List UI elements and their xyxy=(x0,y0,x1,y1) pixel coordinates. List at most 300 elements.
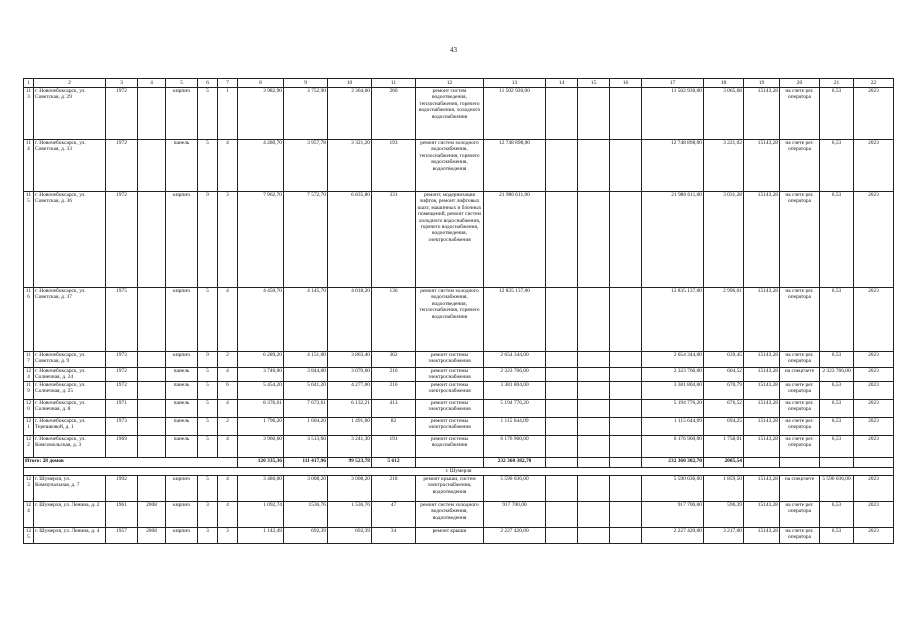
cell-addr: г. Новочебоксарск, ул. Солнечная, д. 8 xyxy=(34,400,106,418)
cell-c16 xyxy=(610,502,642,528)
column-number: 1 xyxy=(24,79,34,88)
cell-c15 xyxy=(578,528,610,544)
cell-ent: 3 xyxy=(218,192,238,288)
cell-res: 82 xyxy=(372,418,416,436)
cell-unit: 1 758,01 xyxy=(704,436,744,458)
column-number: 8 xyxy=(238,79,284,88)
cell-res: 218 xyxy=(372,476,416,502)
empty-cell xyxy=(610,458,642,468)
cell-s1: 1 796,20 xyxy=(238,418,284,436)
cell-fl: 5 xyxy=(198,418,218,436)
cell-year: 1972 xyxy=(106,192,138,288)
cell-acc: на счете рег. оператора xyxy=(780,436,820,458)
cell-mat: панель xyxy=(166,368,198,382)
cell-c15 xyxy=(578,140,610,192)
cell-addr: г. Новочебоксарск, ул. Терешковой, д. 1 xyxy=(34,418,106,436)
cell-works: ремонт системы электроснабжения xyxy=(416,382,484,400)
cell-s2: 3 513,60 xyxy=(284,436,328,458)
column-number: 3 xyxy=(106,79,138,88)
cell-fl: 5 xyxy=(198,288,218,352)
cell-works: ремонт системы водоснабжения xyxy=(416,436,484,458)
cell-cost: 21 986 611,00 xyxy=(484,192,546,288)
cell-unit: 676,52 xyxy=(704,400,744,418)
cell-addr: г. Новочебоксарск, ул. Советская, д. 9 xyxy=(34,352,106,368)
cell-s2: 3 957,78 xyxy=(284,140,328,192)
cell-c16 xyxy=(610,368,642,382)
cell-s2: 692,39 xyxy=(284,528,328,544)
capital-repair-register-table xyxy=(23,78,894,544)
cell-year: 1972 xyxy=(106,140,138,192)
cell-c21: 6,53 xyxy=(820,352,854,368)
cell-n: 120 xyxy=(24,400,34,418)
cell-c14 xyxy=(546,88,578,140)
column-number: 22 xyxy=(854,79,894,88)
cell-fl: 5 xyxy=(198,382,218,400)
cell-term: 2023 xyxy=(854,192,894,288)
cell-unit: 670,79 xyxy=(704,382,744,400)
empty-cell xyxy=(780,458,820,468)
cell-c15 xyxy=(578,382,610,400)
cell-acc: на счете рег. оператора xyxy=(780,140,820,192)
cell-s1: 1 092,74 xyxy=(238,502,284,528)
cell-c21: 6,53 xyxy=(820,288,854,352)
cell-n: 121 xyxy=(24,418,34,436)
cell-res: 216 xyxy=(372,368,416,382)
cell-rec xyxy=(138,436,166,458)
cell-s1: 3 746,00 xyxy=(238,368,284,382)
cell-year: 1961 xyxy=(106,502,138,528)
column-number: 20 xyxy=(780,79,820,88)
cell-s2: 4 151,00 xyxy=(284,352,328,368)
total-s1: 120 335,36 xyxy=(238,458,284,468)
cell-cost: 3 381 804,00 xyxy=(484,382,546,400)
cell-term: 2023 xyxy=(854,400,894,418)
cell-res: 193 xyxy=(372,140,416,192)
total-c17: 232 360 382,70 xyxy=(642,458,704,468)
cell-c16 xyxy=(610,352,642,368)
table-row xyxy=(24,382,894,400)
column-number: 4 xyxy=(138,79,166,88)
column-number: 6 xyxy=(198,79,218,88)
column-number: 13 xyxy=(484,79,546,88)
cell-c17: 12 748 898,00 xyxy=(642,140,704,192)
cell-addr: г. Шумерля, ул. Ленина, д. 2 xyxy=(34,502,106,528)
cell-lim: 15143,28 xyxy=(744,476,780,502)
cell-c16 xyxy=(610,288,642,352)
cell-n: 115 xyxy=(24,192,34,288)
column-number: 15 xyxy=(578,79,610,88)
cell-rec xyxy=(138,368,166,382)
cell-ent: 3 xyxy=(218,528,238,544)
cell-acc: на счете рег. оператора xyxy=(780,288,820,352)
cell-s3: 3 364,60 xyxy=(328,88,372,140)
cell-rec xyxy=(138,382,166,400)
cell-res: 331 xyxy=(372,192,416,288)
total-row xyxy=(24,458,894,468)
cell-c17: 2 654 344,00 xyxy=(642,352,704,368)
cell-n: 116 xyxy=(24,288,34,352)
cell-rec xyxy=(138,140,166,192)
cell-c16 xyxy=(610,382,642,400)
table-row xyxy=(24,88,894,140)
cell-s1: 1 142,49 xyxy=(238,528,284,544)
cell-mat: кирпич xyxy=(166,192,198,288)
cell-mat: панель xyxy=(166,382,198,400)
cell-rec xyxy=(138,476,166,502)
cell-works: ремонт системы электроснабжения xyxy=(416,368,484,382)
cell-fl: 5 xyxy=(198,368,218,382)
cell-cost: 12 835 137,00 xyxy=(484,288,546,352)
cell-c17: 21 986 611,00 xyxy=(642,192,704,288)
cell-unit: 694,25 xyxy=(704,418,744,436)
cell-acc: на счете рег. оператора xyxy=(780,400,820,418)
cell-c15 xyxy=(578,352,610,368)
cell-c17: 12 835 137,00 xyxy=(642,288,704,352)
cell-addr: г. Новочебоксарск, ул. Комсомольская, д. 3 xyxy=(34,436,106,458)
cell-res: 413 xyxy=(372,400,416,418)
cell-ent: 4 xyxy=(218,140,238,192)
cell-c17: 6 176 960,00 xyxy=(642,436,704,458)
cell-term: 2023 xyxy=(854,88,894,140)
cell-works: ремонт систем водоотведения, теплоснабжения, горячего водоснабжения, холодного водоснабжения xyxy=(416,88,484,140)
column-number: 2 xyxy=(34,79,106,88)
cell-mat: кирпич xyxy=(166,352,198,368)
cell-ent: 4 xyxy=(218,436,238,458)
cell-unit: 3 065,08 xyxy=(704,88,744,140)
cell-rec xyxy=(138,88,166,140)
total-cost: 232 360 382,70 xyxy=(484,458,546,468)
cell-mat: кирпич xyxy=(166,528,198,544)
cell-mat: кирпич xyxy=(166,88,198,140)
cell-rec: 2008 xyxy=(138,528,166,544)
cell-s3: 1 491,60 xyxy=(328,418,372,436)
cell-year: 1957 xyxy=(106,528,138,544)
cell-rec xyxy=(138,288,166,352)
total-s2: 111 417,96 xyxy=(284,458,328,468)
cell-s3: 3 008,20 xyxy=(328,476,372,502)
cell-fl: 5 xyxy=(198,400,218,418)
cell-year: 1969 xyxy=(106,436,138,458)
column-number: 7 xyxy=(218,79,238,88)
cell-unit: 3 217,00 xyxy=(704,528,744,544)
cell-s3: 6 835,80 xyxy=(328,192,372,288)
cell-c16 xyxy=(610,140,642,192)
cell-acc: на счете рег. оператора xyxy=(780,528,820,544)
cell-lim: 15143,28 xyxy=(744,502,780,528)
empty-cell xyxy=(546,458,578,468)
cell-s2: 4 145,70 xyxy=(284,288,328,352)
table-row xyxy=(24,352,894,368)
cell-lim: 15143,28 xyxy=(744,400,780,418)
cell-s2: 1536,76 xyxy=(284,502,328,528)
cell-s1: 4 450,70 xyxy=(238,288,284,352)
cell-s3: 1 536,76 xyxy=(328,502,372,528)
cell-c14 xyxy=(546,288,578,352)
cell-lim: 15143,28 xyxy=(744,88,780,140)
cell-n: 114 xyxy=(24,140,34,192)
cell-c21: 6,53 xyxy=(820,382,854,400)
cell-mat: панель xyxy=(166,140,198,192)
cell-works: ремонт крыши xyxy=(416,528,484,544)
cell-res: 47 xyxy=(372,502,416,528)
cell-acc: на счете рег. оператора xyxy=(780,418,820,436)
cell-res: 136 xyxy=(372,288,416,352)
cell-rec xyxy=(138,400,166,418)
cell-s2: 3 752,90 xyxy=(284,88,328,140)
cell-n: 122 xyxy=(24,436,34,458)
cell-term: 2023 xyxy=(854,528,894,544)
cell-c16 xyxy=(610,192,642,288)
cell-ent: 4 xyxy=(218,400,238,418)
cell-cost: 917 700,00 xyxy=(484,502,546,528)
table-row xyxy=(24,288,894,352)
cell-c14 xyxy=(546,192,578,288)
cell-res: 216 xyxy=(372,382,416,400)
cell-cost: 11 502 930,00 xyxy=(484,88,546,140)
cell-s1: 3 982,90 xyxy=(238,88,284,140)
cell-res: 191 xyxy=(372,436,416,458)
cell-c16 xyxy=(610,418,642,436)
cell-cost: 5 194 776,20 xyxy=(484,400,546,418)
empty-cell xyxy=(854,458,894,468)
column-number: 9 xyxy=(284,79,328,88)
cell-cost: 1 115 644,09 xyxy=(484,418,546,436)
cell-c17: 5 194 776,20 xyxy=(642,400,704,418)
cell-acc: на спецсчете xyxy=(780,368,820,382)
cell-c16 xyxy=(610,436,642,458)
table-row xyxy=(24,528,894,544)
cell-works: ремонт системы электроснабжения xyxy=(416,400,484,418)
column-number: 5 xyxy=(166,79,198,88)
cell-c16 xyxy=(610,476,642,502)
cell-lim: 15143,28 xyxy=(744,192,780,288)
cell-works: ремонт системы электроснабжения xyxy=(416,418,484,436)
cell-addr: г. Шумерля, ул. Ленина, д. 4 xyxy=(34,528,106,544)
empty-cell xyxy=(820,458,854,468)
cell-lim: 15143,28 xyxy=(744,418,780,436)
cell-c17: 917 700,00 xyxy=(642,502,704,528)
cell-ent: 6 xyxy=(218,382,238,400)
cell-c14 xyxy=(546,436,578,458)
cell-s3: 6 132,21 xyxy=(328,400,372,418)
cell-s3: 4 277,00 xyxy=(328,382,372,400)
cell-acc: на счете рег. оператора xyxy=(780,192,820,288)
cell-s2: 5 041,20 xyxy=(284,382,328,400)
cell-c16 xyxy=(610,88,642,140)
total-unit: 2085,54 xyxy=(704,458,744,468)
cell-lim: 15143,28 xyxy=(744,288,780,352)
cell-n: 124 xyxy=(24,502,34,528)
cell-c17: 1 115 644,09 xyxy=(642,418,704,436)
cell-ent: 4 xyxy=(218,368,238,382)
cell-res: 260 xyxy=(372,88,416,140)
cell-unit: 639,45 xyxy=(704,352,744,368)
cell-unit: 3 221,02 xyxy=(704,140,744,192)
cell-works: ремонт крыши, систем электроснабжения, водоотведения xyxy=(416,476,484,502)
empty-cell xyxy=(416,458,484,468)
cell-s2: 3 008,20 xyxy=(284,476,328,502)
cell-c17: 2 227 420,00 xyxy=(642,528,704,544)
cell-s3: 4 018,20 xyxy=(328,288,372,352)
cell-unit: 596,39 xyxy=(704,502,744,528)
cell-works: ремонт системы электроснабжения xyxy=(416,352,484,368)
cell-mat: кирпич xyxy=(166,502,198,528)
cell-res: 362 xyxy=(372,352,416,368)
column-number: 21 xyxy=(820,79,854,88)
cell-addr: г. Новочебоксарск, ул. Советская, д. 29 xyxy=(34,88,106,140)
column-number: 18 xyxy=(704,79,744,88)
section-title: г. Шумерля xyxy=(24,468,894,476)
cell-ent: 1 xyxy=(218,88,238,140)
cell-acc: на счете рег. оператора xyxy=(780,382,820,400)
cell-fl: 5 xyxy=(198,436,218,458)
cell-c15 xyxy=(578,476,610,502)
cell-lim: 15143,28 xyxy=(744,368,780,382)
cell-c14 xyxy=(546,382,578,400)
cell-rec xyxy=(138,192,166,288)
cell-rec: 2008 xyxy=(138,502,166,528)
cell-term: 2023 xyxy=(854,502,894,528)
cell-c15 xyxy=(578,368,610,382)
cell-c15 xyxy=(578,502,610,528)
cell-c15 xyxy=(578,400,610,418)
cell-s3: 3 321,20 xyxy=(328,140,372,192)
cell-c21: 6,53 xyxy=(820,502,854,528)
cell-cost: 6 176 960,00 xyxy=(484,436,546,458)
cell-c14 xyxy=(546,400,578,418)
cell-works: ремонт систем холодного водоснабжения, водоотведения xyxy=(416,502,484,528)
cell-c14 xyxy=(546,418,578,436)
cell-unit: 2 996,01 xyxy=(704,288,744,352)
cell-addr: г. Новочебоксарск, ул. Советская, д. 36 xyxy=(34,192,106,288)
cell-unit: 3 031,28 xyxy=(704,192,744,288)
empty-cell xyxy=(578,458,610,468)
table-row xyxy=(24,400,894,418)
cell-c15 xyxy=(578,436,610,458)
cell-s1: 6 289,20 xyxy=(238,352,284,368)
cell-year: 1975 xyxy=(106,288,138,352)
cell-c21: 6,53 xyxy=(820,418,854,436)
column-number: 12 xyxy=(416,79,484,88)
cell-lim: 15143,28 xyxy=(744,140,780,192)
cell-c21: 6,53 xyxy=(820,436,854,458)
table-body xyxy=(24,79,894,544)
column-number: 10 xyxy=(328,79,372,88)
cell-s2: 3 844,00 xyxy=(284,368,328,382)
cell-cost: 2 654 344,00 xyxy=(484,352,546,368)
cell-s3: 3 863,40 xyxy=(328,352,372,368)
cell-c21: 5 590 036,00 xyxy=(820,476,854,502)
cell-term: 2023 xyxy=(854,436,894,458)
cell-c17: 11 502 930,00 xyxy=(642,88,704,140)
cell-fl: 5 xyxy=(198,140,218,192)
cell-s1: 8 376,61 xyxy=(238,400,284,418)
cell-lim: 15143,28 xyxy=(744,528,780,544)
column-number-row xyxy=(24,79,894,88)
section-row xyxy=(24,468,894,476)
cell-c21: 6,53 xyxy=(820,528,854,544)
cell-s2: 7 572,70 xyxy=(284,192,328,288)
cell-n: 123 xyxy=(24,476,34,502)
cell-acc: на спецсчете xyxy=(780,476,820,502)
cell-s2: 7 673,61 xyxy=(284,400,328,418)
column-number: 19 xyxy=(744,79,780,88)
cell-fl: 9 xyxy=(198,192,218,288)
cell-c21: 2 323 766,00 xyxy=(820,368,854,382)
table-row xyxy=(24,368,894,382)
cell-term: 2023 xyxy=(854,382,894,400)
cell-c21: 6,53 xyxy=(820,140,854,192)
cell-year: 1973 xyxy=(106,418,138,436)
cell-year: 1973 xyxy=(106,352,138,368)
cell-fl: 3 xyxy=(198,502,218,528)
total-s3: 99 523,78 xyxy=(328,458,372,468)
cell-term: 2023 xyxy=(854,476,894,502)
table-row xyxy=(24,476,894,502)
total-res: 5 612 xyxy=(372,458,416,468)
cell-n: 125 xyxy=(24,528,34,544)
cell-year: 1972 xyxy=(106,382,138,400)
cell-lim: 15143,28 xyxy=(744,352,780,368)
column-number: 11 xyxy=(372,79,416,88)
cell-works: ремонт систем холодного водоснабжения, теплоснабжения, горячего водоснабжения, водоотведения xyxy=(416,140,484,192)
cell-c21: 6,53 xyxy=(820,88,854,140)
cell-cost: 2 323 766,00 xyxy=(484,368,546,382)
total-label: Итого: 28 домов xyxy=(24,458,238,468)
cell-n: 117 xyxy=(24,352,34,368)
cell-s2: 1 604,20 xyxy=(284,418,328,436)
cell-rec xyxy=(138,418,166,436)
cell-acc: на счете рег. оператора xyxy=(780,352,820,368)
cell-fl: 9 xyxy=(198,352,218,368)
cell-mat: панель xyxy=(166,400,198,418)
column-number: 17 xyxy=(642,79,704,88)
cell-ent: 4 xyxy=(218,502,238,528)
cell-acc: на счете рег. оператора xyxy=(780,502,820,528)
cell-addr: г. Новочебоксарск, ул. Солнечная, д. 25 xyxy=(34,382,106,400)
cell-s3: 3 070,60 xyxy=(328,368,372,382)
cell-works: ремонт систем холодного водоснабжения, водоотведения, теплоснабжения, горячего водоснабжения xyxy=(416,288,484,352)
table-row xyxy=(24,418,894,436)
cell-unit: 604,52 xyxy=(704,368,744,382)
cell-s1: 3 486,00 xyxy=(238,476,284,502)
cell-s1: 7 962,70 xyxy=(238,192,284,288)
column-number: 14 xyxy=(546,79,578,88)
cell-year: 1971 xyxy=(106,400,138,418)
cell-works: ремонт, модернизация лифтов, ремонт лифтовых шахт, машинных и блочных помещений, ремонт систем холодного водоснабжения, горячего водоснабжения, водоотведения, электроснабжения xyxy=(416,192,484,288)
cell-year: 1972 xyxy=(106,368,138,382)
empty-cell xyxy=(744,458,780,468)
table-row xyxy=(24,192,894,288)
cell-cost: 2 227 420,00 xyxy=(484,528,546,544)
cell-fl: 3 xyxy=(198,528,218,544)
cell-s3: 692,39 xyxy=(328,528,372,544)
cell-ent: 4 xyxy=(218,476,238,502)
cell-c15 xyxy=(578,288,610,352)
cell-year: 1992 xyxy=(106,476,138,502)
cell-term: 2023 xyxy=(854,368,894,382)
cell-c21: 6,53 xyxy=(820,400,854,418)
table-row xyxy=(24,436,894,458)
cell-addr: г. Шумерля, ул. Коммунальная, д. 7 xyxy=(34,476,106,502)
column-number: 16 xyxy=(610,79,642,88)
cell-c15 xyxy=(578,418,610,436)
cell-fl: 5 xyxy=(198,88,218,140)
cell-addr: г. Новочебоксарск, ул. Солнечная, д. 24 xyxy=(34,368,106,382)
cell-rec xyxy=(138,352,166,368)
cell-c16 xyxy=(610,528,642,544)
cell-lim: 15143,28 xyxy=(744,382,780,400)
